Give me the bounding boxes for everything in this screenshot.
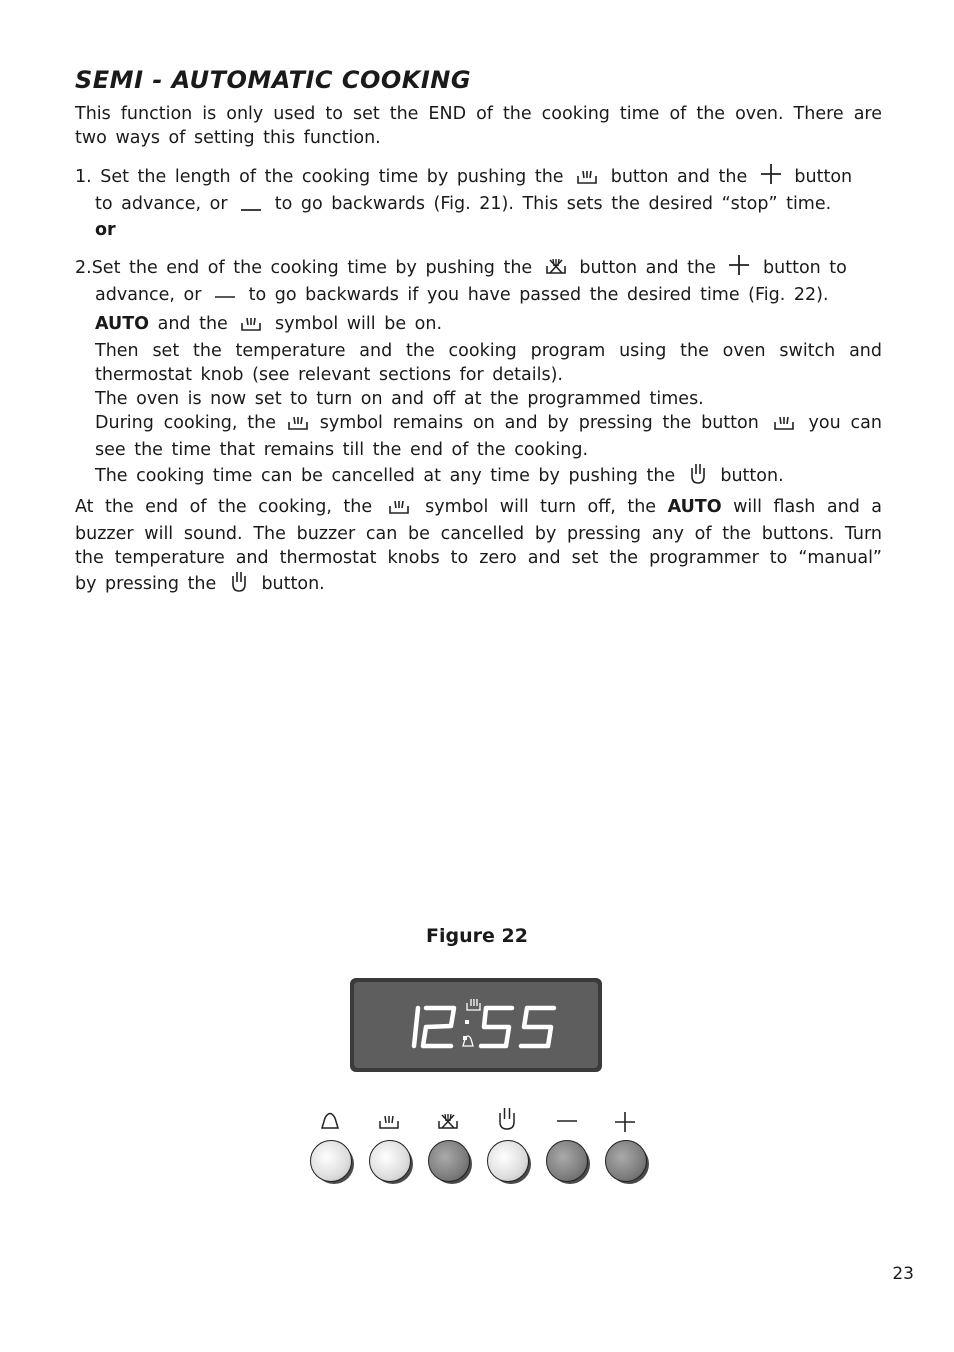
timer-bell-button[interactable] [310,1140,352,1182]
manual-hand-icon [688,462,708,491]
cooking-time-icon [388,497,410,522]
cooking-time-button[interactable] [369,1140,411,1182]
intro-paragraph: This function is only used to set the END of the cooking time of the oven. There are two ways of setting this function. [75,104,882,148]
cooking-time-icon [287,413,309,438]
auto-label: AUTO [667,497,722,517]
page-number: 23 [892,1264,914,1284]
step-2: 2.Set the end of the cooking time by pushing the button and the button to advance, or to go backwards if you have passed the desired time (Fig. 22). AUTO and the symbol will be on. Then set the temperature and the cooking program using the oven switch and thermostat knob (see relevant sections for details). The oven is now set to turn on and off at the programmed times. During cooking, the symbol remains on and by pressing the button you can see the time that remains till the end of the cooking. The cooking time can be cancelled at any time by pushing the button. [75,254,882,491]
bell-icon [319,1110,341,1132]
timer-display [350,978,602,1072]
manual-hand-icon [497,1106,517,1130]
minus-icon [556,1116,578,1126]
plus-icon [760,163,782,192]
colon-dot [465,1020,469,1024]
cooking-time-icon [773,413,795,438]
plus-button[interactable] [605,1140,647,1182]
manual-button[interactable] [487,1140,529,1182]
auto-label: AUTO [95,314,150,334]
figure-caption: Figure 22 [426,925,528,947]
minus-icon [240,195,262,219]
plus-icon [728,254,750,283]
cooking-time-icon [576,167,598,192]
display-digits [354,982,598,1068]
minus-icon [214,286,236,310]
or-label: or [95,220,116,240]
end-time-button[interactable] [428,1140,470,1182]
cooking-time-icon [378,1112,400,1130]
minus-button[interactable] [546,1140,588,1182]
cooking-time-icon [240,314,262,339]
end-paragraph: At the end of the cooking, the symbol will turn off, the AUTO will flash and a buzzer will sound. The buzzer can be cancelled by pressing any of the buttons. Turn the temperature and thermostat knobs to zero and set the programmer to “manual” by pressing the button. [75,495,882,599]
step-1: 1. Set the length of the cooking time by pushing the button and the button to advance, or to go backwards (Fig. 21). This sets the desired “stop” time. [75,163,882,219]
cooking-time-indicator-icon [467,999,480,1010]
time-readout [414,1008,554,1046]
plus-icon [614,1111,636,1133]
page-title: SEMI - AUTOMATIC COOKING [75,66,472,94]
end-time-icon [545,256,567,283]
end-time-icon [437,1111,459,1131]
manual-hand-icon [229,570,249,599]
